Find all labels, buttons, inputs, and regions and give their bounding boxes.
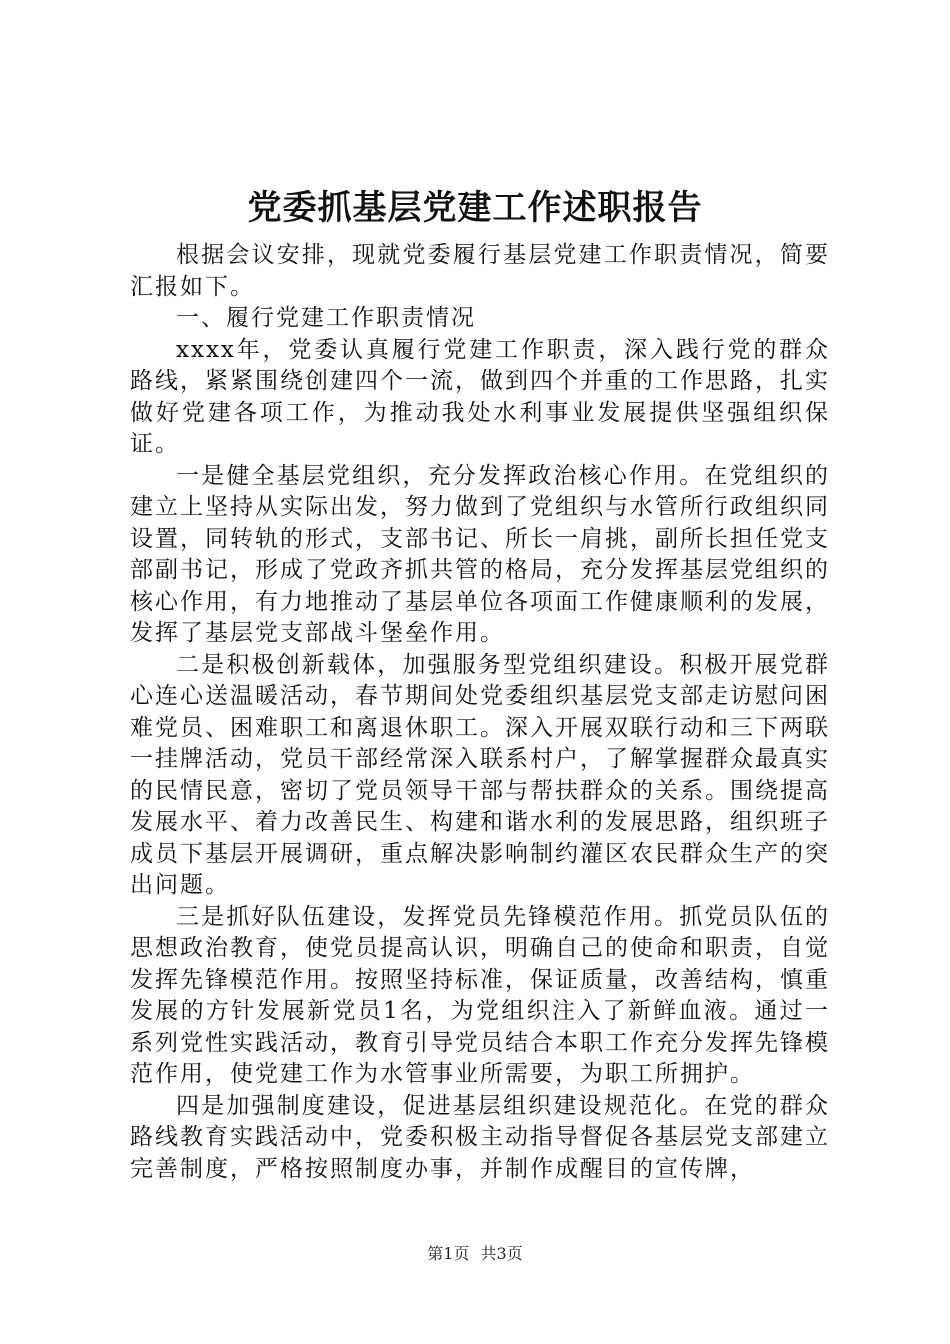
paragraph-point-three: 三是抓好队伍建设，发挥党员先锋模范作用。抓党员队伍的思想政治教育，使党员提高认识，明确自己的使命和职责，自觉发挥先锋模范作用。按照坚持标准，保证质量，改善结构，慎重发展的方针发展新党员1名，为党组织注入了新鲜血液。通过一系列党性实践活动，教育引导党员结合本职工作充分发挥先锋模范作用，使党建工作为水管事业所需要，为职工所拥护。 (130, 903, 830, 1087)
section-heading: 一、履行党建工作职责情况 (176, 305, 476, 331)
paragraph-point-four: 四是加强制度建设，促进基层组织建设规范化。在党的群众路线教育实践活动中，党委积极主动指导督促各基层党支部建立完善制度，严格按照制度办事，并制作成醒目的宣传牌， (130, 1092, 830, 1182)
document-body (130, 240, 830, 1185)
paragraph-point-one: 一是健全基层党组织，充分发挥政治核心作用。在党组织的建立上坚持从实际出发，努力做到了党组织与水管所行政组织同设置，同转轨的形式，支部书记、所长一肩挑，副所长担任党支部副书记，形成了党政齐抓共管的格局，充分发挥基层党组织的核心作用，有力地推动了基层单位各项面工作健康顺利的发展，发挥了基层党支部战斗堡垒作用。 (130, 462, 830, 646)
document-title: 党委抓基层党建工作述职报告 (247, 188, 703, 228)
paragraph-overview: xxxx年，党委认真履行党建工作职责，深入践行党的群众路线，紧紧围绕创建四个一流，做到四个并重的工作思路，扎实做好党建各项工作，为推动我处水利事业发展提供坚强组织保证。 (130, 336, 830, 457)
page-number: 第1页 (427, 1244, 470, 1263)
paragraph-intro: 根据会议安排，现就党委履行基层党建工作职责情况，简要汇报如下。 (130, 242, 830, 300)
paragraph-point-two: 二是积极创新载体，加强服务型党组织建设。积极开展党群心连心送温暖活动，春节期间处党委组织基层党支部走访慰问困难党员、困难职工和离退休职工。深入开展双联行动和三下两联一挂牌活动，党员干部经常深入联系村户，了解掌握群众最真实的民情民意，密切了党员领导干部与帮扶群众的关系。围绕提高发展水平、着力改善民生、构建和谐水利的发展思路，组织班子成员下基层开展调研，重点解决影响制约灌区农民群众生产的突出问题。 (130, 651, 830, 898)
page-footer (0, 1244, 950, 1264)
page-count: 共3页 (480, 1244, 523, 1263)
